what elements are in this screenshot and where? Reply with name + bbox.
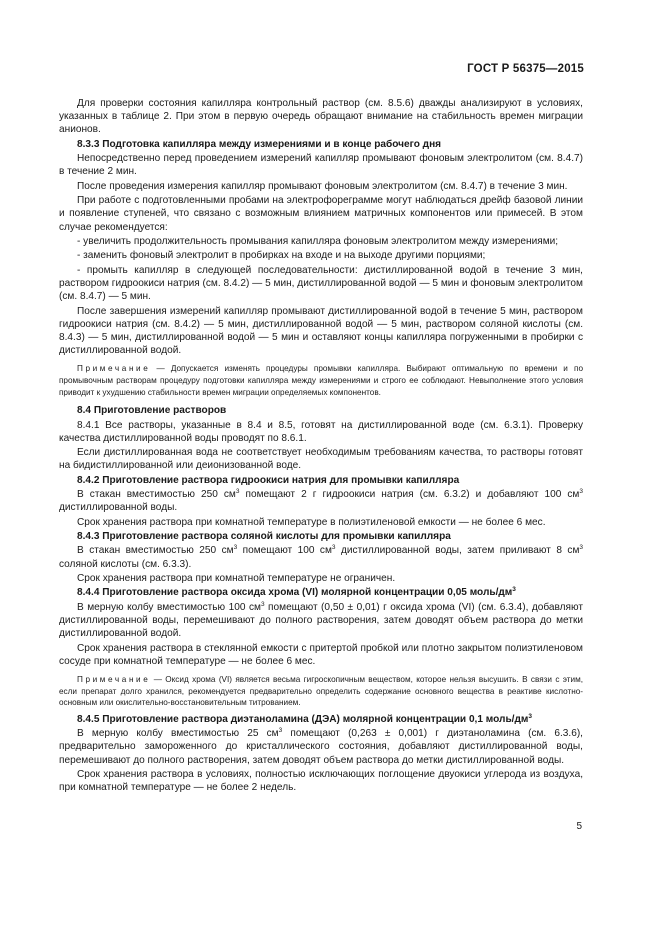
standard-header: ГОСТ Р 56375—2015 xyxy=(467,63,584,75)
section-title: Приготовление раствора соляной кислоты для промывки капилляра xyxy=(102,531,451,543)
paragraph: Срок хранения раствора в стеклянной емкости с притертой пробкой или плотно закрытом полиэтиленовом сосуде при комнатной температуре — не более 6 мес. xyxy=(59,642,583,667)
note-label: Примечание xyxy=(77,675,151,685)
paragraph: При работе с подготовленными пробами на электрофореграмме могут наблюдаться дрейф базовой линии и появление ступеней, что связано с возможным влиянием матричных компонентов или примесей. В этом случае рекомендуется: xyxy=(59,195,583,233)
section-number: 8.4.3 xyxy=(77,531,103,543)
paragraph: В стакан вместимостью 250 $см^3$ помещают 100 $см^3$ дистиллированной воды, затем приливают 8 $см^3$ соляной кислоты (см. 6.3.3). xyxy=(59,544,584,570)
paragraph: В стакан вместимостью 250 $см^3$ помещают 2 г гидроокиси натрия (см. 6.3.2) и добавляют 100 $см^3$ дистиллированной воды. xyxy=(59,488,583,514)
note xyxy=(59,363,583,398)
section-title: Приготовление раствора диэтаноламина (ДЭА) молярной концентрации 0,1 моль/$дм^3$ xyxy=(102,712,532,725)
paragraph: В мерную колбу вместимостью 100 $см^3$ помещают (0,50 ± 0,01) г оксида хрома (VI) (см. 6.3.4), добавляют дистиллированной воды, перемешивают до полного растворения, затем доводят объем раствора до метки дистиллированной водой. xyxy=(59,600,583,640)
paragraph: Срок хранения раствора при комнатной температуре не ограничен. xyxy=(77,573,396,585)
paragraph: Срок хранения раствора при комнатной температуре в полиэтиленовой емкости — не более 6 мес. xyxy=(77,516,546,528)
paragraph: Если дистиллированная вода не соответствует необходимым требованиям качества, то растворы готовят на бидистиллированной или деионизованной воде. xyxy=(59,447,583,472)
section-number: 8.4.4 xyxy=(77,587,103,599)
note-text: — Оксид хрома (VI) является весьма гигроскопичным веществом, которое нельзя высушить. В связи с этим, если препарат долго хранился, рекомендуется предварительно определить содержание основного вещества в реактиве кислотно-основным или окислительно-восстановительным титрованием. xyxy=(59,675,583,708)
section-title: Подготовка капилляра между измерениями и в конце рабочего дня xyxy=(102,138,442,150)
paragraph: - заменить фоновый электролит в пробирках на входе и на выходе другими порциями; xyxy=(77,250,486,262)
note-text: — Допускается изменять процедуры промывки капилляра. Выбирают оптимальную по времени и по промывочным растворам процедуру подготовки капилляра между измерениями и строго ее соблюдают. Невыполнение этого условия приводит к ухудшению стабильности времен миграции определяемых компонентов. xyxy=(59,364,583,397)
section-heading xyxy=(59,404,583,417)
section-number: 8.4 xyxy=(77,405,94,417)
paragraph: Для проверки состояния капилляра контрольный раствор (см. 8.5.6) дважды анализируют в условиях, указанных в таблице 2. При этом в первую очередь обращают внимание на стабильность времен миграции анионов. xyxy=(59,98,583,136)
paragraph: - увеличить продолжительность промывания капилляра фоновым электролитом между измерениями; xyxy=(77,235,559,247)
note-label: Примечание xyxy=(77,364,151,374)
section-title: Приготовление растворов xyxy=(93,405,227,417)
section-heading xyxy=(59,586,583,599)
section-number: 8.4.2 xyxy=(77,474,103,486)
paragraph: 8.4.1 Все растворы, указанные в 8.4 и 8.5, готовят на дистиллированной воде (см. 6.3.1). Проверку качества дистиллированной воды проводят по 8.6.1. xyxy=(59,419,583,444)
page-number: 5 xyxy=(576,821,582,832)
paragraph: После завершения измерений капилляр промывают дистиллированной водой в течение 5 мин, раствором гидроокиси натрия (см. 8.4.2) — 5 мин, дистиллированной водой — 5 мин, раствором соляной кислоты (см. 8.4.3) — 5 мин, дистиллированной водой — 5 мин и оставляют концы капилляра погруженными в пробирки с дистиллированной водой. xyxy=(59,305,583,357)
section-number: 8.3.3 xyxy=(77,138,103,150)
paragraph: - промыть капилляр в следующей последовательности: дистиллированной водой в течение 3 мин, раствором гидроокиси натрия (см. 8.4.2) — 5 мин, дистиллированной водой — 5 мин и фоновым электролитом (см. 8.4.7) — 5 мин. xyxy=(59,264,583,303)
paragraph: После проведения измерения капилляр промывают фоновым электролитом (см. 8.4.7) в течение 3 мин. xyxy=(77,180,568,192)
note xyxy=(59,674,583,709)
section-title: Приготовление раствора оксида хрома (VI) молярной концентрации 0,05 моль/$дм^3$ xyxy=(102,586,516,599)
paragraph: Срок хранения раствора в условиях, полностью исключающих поглощение двуокиси углерода из воздуха, при комнатной температуре — не более 2 недель. xyxy=(59,769,583,794)
paragraph: В мерную колбу вместимостью 25 $см^3$ помещают (0,263 ± 0,001) г диэтаноламина (см. 6.3.6), предварительно замороженного до кристаллического состояния, добавляют дистиллированной воды, перемешивают до полного растворения, затем доводят объем раствора до метки дистиллированной воды. xyxy=(59,727,583,766)
section-title: Приготовление раствора гидроокиси натрия для промывки капилляра xyxy=(102,474,460,486)
section-heading xyxy=(59,138,583,151)
section-heading xyxy=(59,474,583,487)
document-body xyxy=(59,97,583,796)
section-heading xyxy=(59,530,583,543)
section-number: 8.4.5 xyxy=(77,713,103,725)
paragraph: Непосредственно перед проведением измерений капилляр промывают фоновым электролитом (см. 8.4.7) в течение 2 мин. xyxy=(59,153,583,178)
section-heading xyxy=(59,713,583,726)
